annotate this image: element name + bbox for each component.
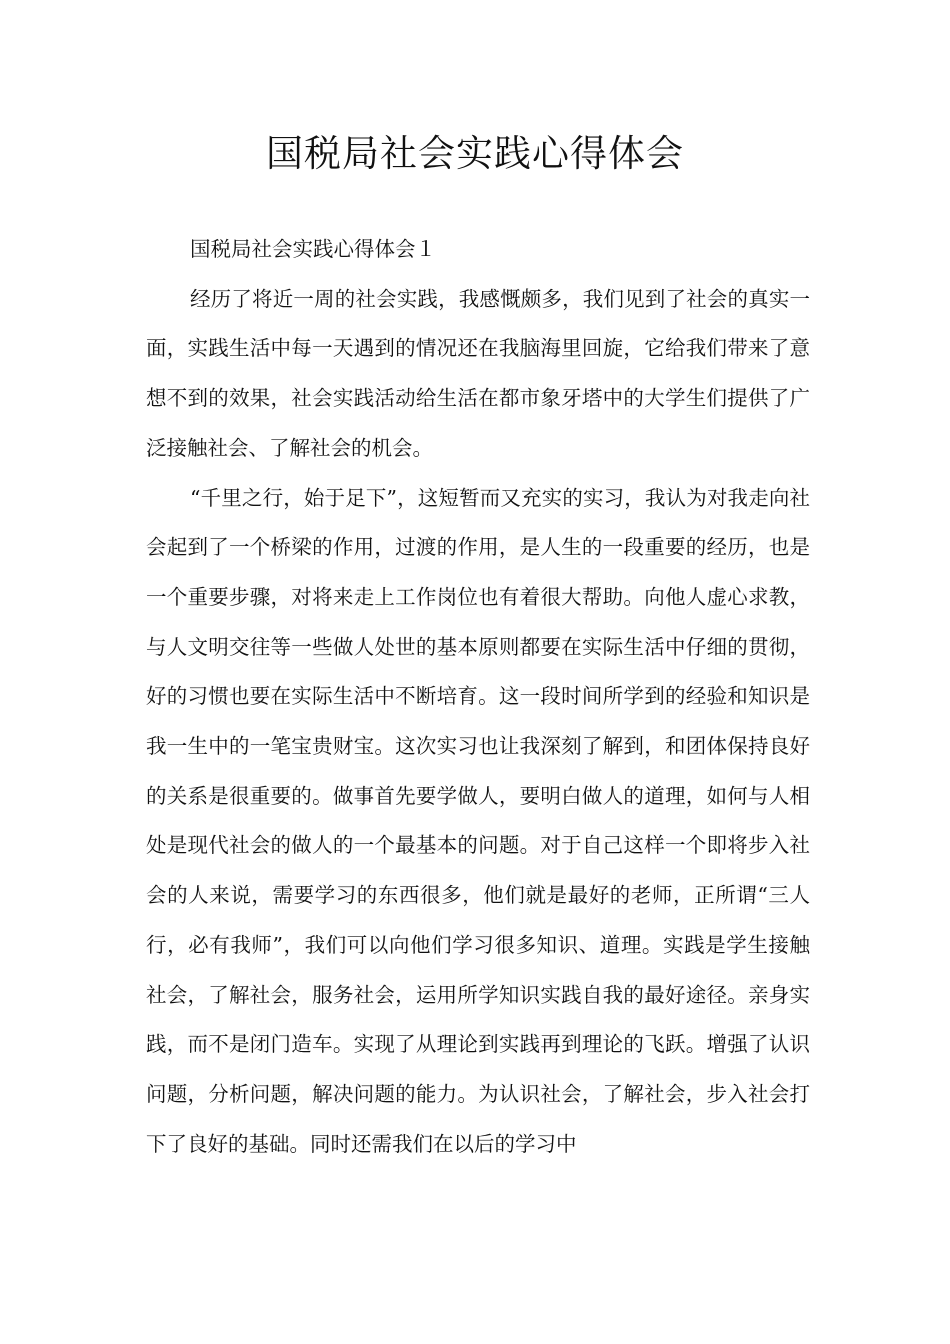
document-title: 国税局社会实践心得体会 bbox=[266, 132, 684, 175]
paragraph-2: “千里之行，始于足下”，这短暂而又充实的实习，我认为对我走向社会起到了一个桥梁的作用，过渡的作用，是人生的一段重要的经历，也是一个重要步骤，对将来走上工作岗位也有着很大帮助。向他人虚心求教，与人文明交往等一些做人处世的基本原则都要在实际生活中仔细的贯彻，好的习惯也要在实际生活中不断培育。这一段时间所学到的经验和知识是我一生中的一笔宝贵财宝。这次实习也让我深刻了解到，和团体保持良好的关系是很重要的。做事首先要学做人，要明白做人的道理，如何与人相处是现代社会的做人的一个最基本的问题。对于自己这样一个即将步入社会的人来说，需要学习的东西很多，他们就是最好的老师，正所谓“三人行，必有我师”，我们可以向他们学习很多知识、道理。实践是学生接触社会，了解社会，服务社会，运用所学知识实践自我的最好途径。亲身实践，而不是闭门造车。实现了从理论到实践再到理论的飞跃。增强了认识问题，分析问题，解决问题的能力。为认识社会，了解社会，步入社会打下了良好的基础。同时还需我们在以后的学习中 bbox=[146, 485, 810, 1156]
section-subtitle: 国税局社会实践心得体会１ bbox=[190, 237, 436, 261]
paragraph-1: 经历了将近一周的社会实践，我感慨颇多，我们见到了社会的真实一面，实践生活中每一天遇到的情况还在我脑海里回旋，它给我们带来了意想不到的效果，社会实践活动给生活在都市象牙塔中的大学生们提供了广泛接触社会、了解社会的机会。 bbox=[146, 286, 810, 460]
document-body bbox=[146, 225, 810, 1169]
